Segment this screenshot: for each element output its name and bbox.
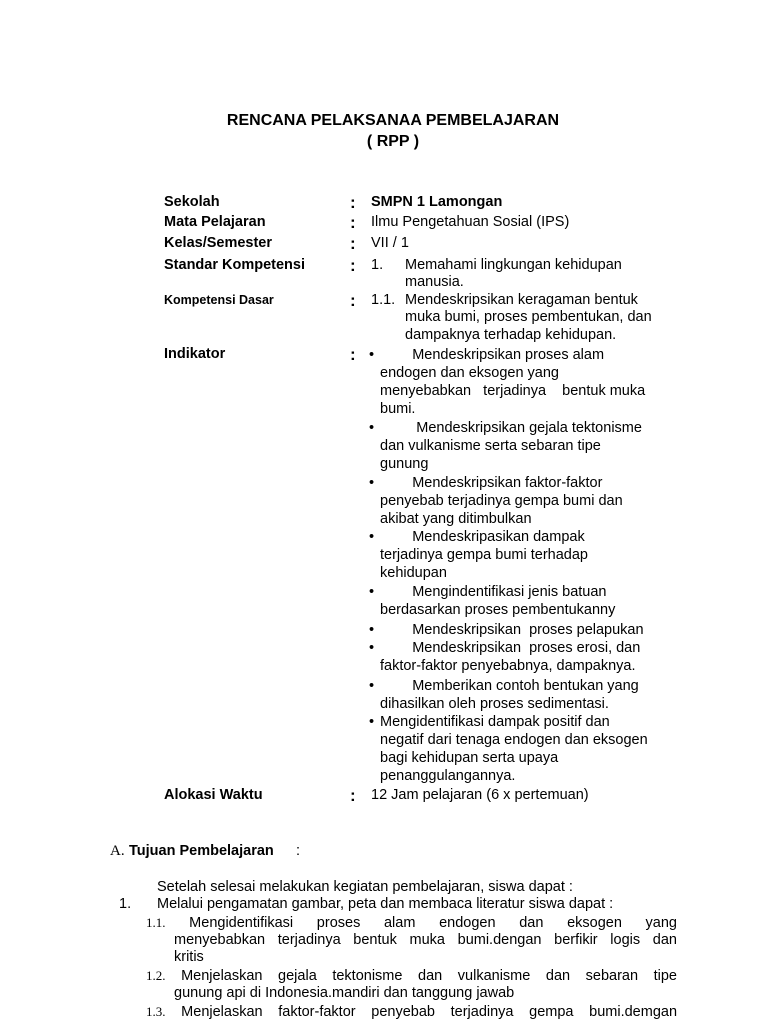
colon: : bbox=[350, 786, 356, 805]
indicator-line: Mengindentifikasi jenis batuan bbox=[380, 584, 607, 600]
indicator-line: Mendeskripasikan dampak bbox=[380, 529, 585, 545]
indicator-line: Memberikan contoh bentukan yang bbox=[380, 678, 639, 694]
indicator-line: endogen dan eksogen yang bbox=[380, 365, 559, 381]
label-alokasi: Alokasi Waktu bbox=[164, 787, 263, 803]
sk-number: 1. bbox=[371, 257, 384, 273]
indicator-line: faktor-faktor penyebabnya, dampaknya. bbox=[380, 658, 636, 674]
section-intro: Setelah selesai melakukan kegiatan pembelajaran, siswa dapat : bbox=[157, 879, 573, 895]
value-kelas: VII / 1 bbox=[371, 235, 409, 251]
indicator-line: dihasilkan oleh proses sedimentasi. bbox=[380, 696, 609, 712]
label-indikator: Indikator bbox=[164, 346, 226, 362]
indicator-line: Mendeskripsikan proses erosi, dan bbox=[380, 640, 641, 656]
indicator-line: dan vulkanisme serta sebaran tipe bbox=[380, 438, 601, 454]
colon: : bbox=[350, 193, 356, 212]
indicator-line: menyebabkan terjadinya bentuk muka bbox=[380, 383, 646, 399]
kd-line-2: muka bumi, proses pembentukan, dan bbox=[405, 309, 652, 325]
section-letter: A. bbox=[110, 843, 125, 859]
label-mapel: Mata Pelajaran bbox=[164, 214, 266, 230]
indicator-line: negatif dari tenaga endogen dan eksogen bbox=[380, 732, 648, 748]
section-colon: : bbox=[296, 843, 301, 859]
bullet-icon: • bbox=[369, 529, 375, 545]
sub-item-1-2 bbox=[146, 967, 677, 1002]
indicator-line: Mendeskripsikan proses pelapukan bbox=[380, 622, 644, 638]
label-sekolah: Sekolah bbox=[164, 194, 220, 210]
indicator-line: bumi. bbox=[380, 401, 416, 417]
item-1-text: Melalui pengamatan gambar, peta dan membaca literatur siswa dapat : bbox=[157, 896, 614, 912]
sub-item-number: 1.1. bbox=[146, 915, 166, 930]
document-subtitle: ( RPP ) bbox=[366, 133, 420, 150]
indicator-line: Mendeskripsikan gejala tektonisme bbox=[380, 420, 642, 436]
indicator-line: Mengidentifikasi dampak positif dan bbox=[380, 714, 610, 730]
bullet-icon: • bbox=[369, 475, 375, 491]
sub-item-1-1 bbox=[146, 914, 677, 966]
indicator-line: bagi kehidupan serta upaya bbox=[380, 750, 559, 766]
sk-line-2: manusia. bbox=[405, 274, 464, 290]
label-kd: Kompetensi Dasar bbox=[164, 293, 274, 307]
kd-line-1: Mendeskripsikan keragaman bentuk bbox=[405, 292, 638, 308]
colon: : bbox=[350, 291, 356, 310]
bullet-icon: • bbox=[369, 347, 375, 363]
sk-line-1: Memahami lingkungan kehidupan bbox=[405, 257, 622, 273]
bullet-icon: • bbox=[369, 584, 375, 600]
indicator-line: terjadinya gempa bumi terhadap bbox=[380, 547, 588, 563]
item-1-number: 1. bbox=[119, 896, 132, 912]
sub-item-line: kritis bbox=[174, 949, 204, 965]
kd-number: 1.1. bbox=[371, 292, 396, 308]
sub-item-number: 1.2. bbox=[146, 968, 166, 983]
sub-item-line: Mengidentifikasi proses alam endogen dan eksogen yang bbox=[189, 915, 678, 931]
indicator-line: kehidupan bbox=[380, 565, 447, 581]
section-title: Tujuan Pembelajaran bbox=[129, 843, 274, 859]
indicator-line: berdasarkan proses pembentukanny bbox=[380, 602, 616, 618]
value-sekolah: SMPN 1 Lamongan bbox=[371, 194, 503, 210]
indicator-line: Mendeskripsikan faktor-faktor bbox=[380, 475, 603, 491]
value-mapel: Ilmu Pengetahuan Sosial (IPS) bbox=[371, 214, 570, 230]
colon: : bbox=[350, 256, 356, 275]
indicator-line: akibat yang ditimbulkan bbox=[380, 511, 532, 527]
sub-item-line: gunung api di Indonesia.mandiri dan tanggung jawab bbox=[174, 985, 515, 1001]
indicator-line: penanggulangannya. bbox=[380, 768, 516, 784]
colon: : bbox=[350, 345, 356, 364]
document-title: RENCANA PELAKSANAA PEMBELAJARAN bbox=[226, 112, 560, 129]
bullet-icon: • bbox=[369, 678, 375, 694]
sub-item-line: Menjelaskan faktor-faktor penyebab terjadinya gempa bumi.demgan bbox=[181, 1004, 678, 1020]
label-kelas: Kelas/Semester bbox=[164, 235, 273, 251]
colon: : bbox=[350, 234, 356, 253]
colon: : bbox=[350, 213, 356, 232]
indicator-line: penyebab terjadinya gempa bumi dan bbox=[380, 493, 623, 509]
sub-item-1-3 bbox=[146, 1003, 677, 1021]
sub-item-line: menyebabkan terjadinya bentuk muka bumi.dengan berfikir logis dan bbox=[174, 932, 677, 948]
bullet-icon: • bbox=[369, 622, 375, 638]
sub-item-number: 1.3. bbox=[146, 1004, 166, 1019]
bullet-icon: • bbox=[369, 640, 375, 656]
label-sk: Standar Kompetensi bbox=[164, 257, 305, 273]
indicator-line: gunung bbox=[380, 456, 429, 472]
indicator-line: Mendeskripsikan proses alam bbox=[380, 347, 605, 363]
bullet-icon: • bbox=[369, 714, 375, 730]
value-alokasi: 12 Jam pelajaran (6 x pertemuan) bbox=[371, 787, 589, 803]
bullet-icon: • bbox=[369, 420, 375, 436]
kd-line-3: dampaknya terhadap kehidupan. bbox=[405, 327, 617, 343]
sub-item-line: Menjelaskan gejala tektonisme dan vulkanisme dan sebaran tipe bbox=[181, 968, 677, 984]
